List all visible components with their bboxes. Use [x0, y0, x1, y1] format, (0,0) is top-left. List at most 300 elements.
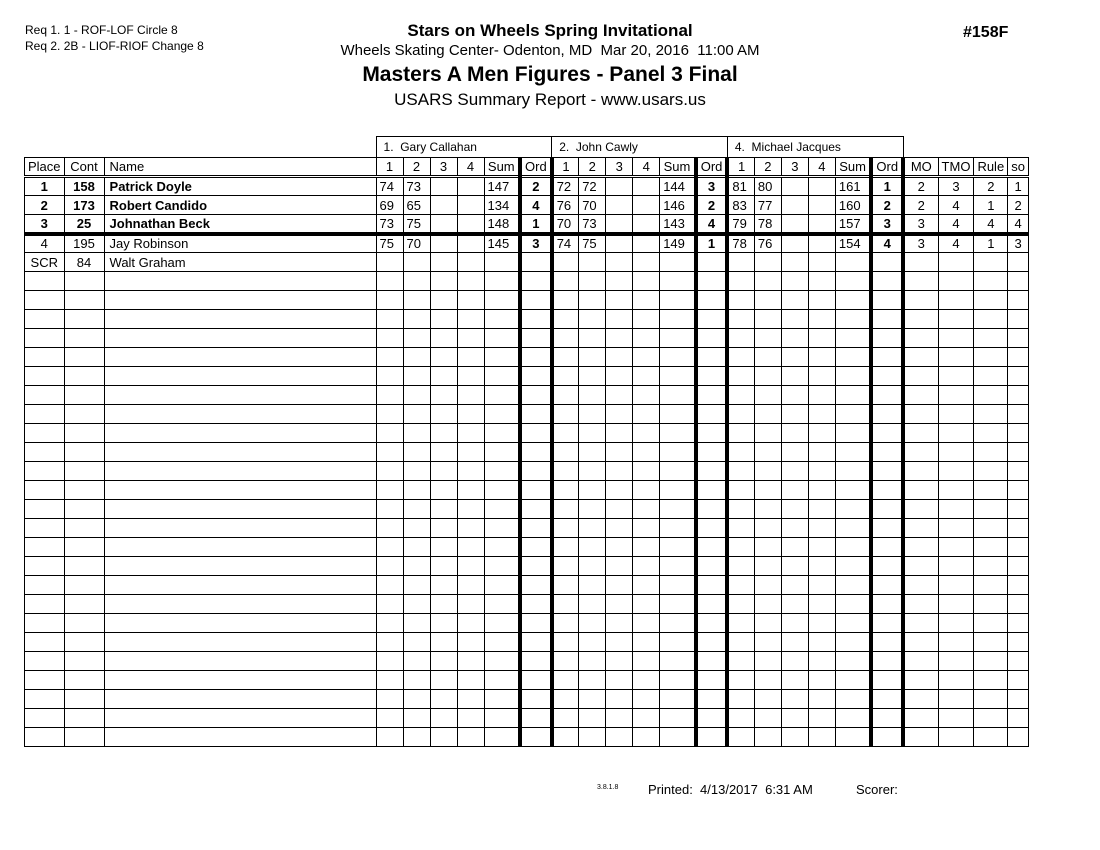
mo-cell: [903, 709, 938, 728]
judge2-score-3: [606, 234, 633, 253]
cont-cell: 195: [64, 234, 104, 253]
empty-row: [25, 614, 1029, 633]
judge1-score-2: [403, 367, 430, 386]
judge1-ord-cell: [520, 595, 552, 614]
judge2-sum-cell: [660, 424, 696, 443]
judge3-score-4: [808, 633, 835, 652]
so-cell: [1008, 538, 1029, 557]
judge1-score-1: [376, 367, 403, 386]
table-row-5: [25, 253, 1029, 272]
judge1-score-2: [403, 310, 430, 329]
judge2-score-1: [552, 576, 579, 595]
judge3-score-1: [727, 443, 754, 462]
tmo-cell: [938, 728, 974, 747]
place-cell: [25, 652, 65, 671]
judge1-score-3: [430, 405, 457, 424]
judge2-score-1: [552, 671, 579, 690]
place-cell: 4: [25, 234, 65, 253]
judge2-score-1: [552, 310, 579, 329]
judge2-score-1: [552, 348, 579, 367]
judge3-score-3: [781, 576, 808, 595]
name-cell: [104, 500, 376, 519]
judge2-sum-cell: 146: [660, 196, 696, 215]
tmo-cell: [938, 538, 974, 557]
cont-cell: [64, 576, 104, 595]
judge1-score-1: [376, 557, 403, 576]
req-line-2: Req 2. 2B - LIOF-RIOF Change 8: [25, 39, 204, 53]
judge2-score-3: [606, 576, 633, 595]
judge1-score-1: [376, 538, 403, 557]
empty-row: [25, 709, 1029, 728]
judge2-score-4: [633, 538, 660, 557]
judge1-score-1: 75: [376, 234, 403, 253]
judge2-score-3: [606, 424, 633, 443]
tmo-cell: [938, 557, 974, 576]
cont-cell: [64, 652, 104, 671]
judge2-score-4: [633, 671, 660, 690]
judge2-score-1: [552, 728, 579, 747]
judge2-ord-cell: [696, 291, 728, 310]
cont-cell: [64, 291, 104, 310]
rule-cell: [974, 633, 1008, 652]
judge1-score-4: [457, 177, 484, 196]
mo-cell: [903, 614, 938, 633]
place-cell: [25, 329, 65, 348]
judge1-sum-cell: [484, 614, 520, 633]
place-cell: [25, 424, 65, 443]
judge3-score-3: [781, 538, 808, 557]
cont-cell: [64, 519, 104, 538]
judge1-score-1: [376, 652, 403, 671]
judge2-score-2: 70: [579, 196, 606, 215]
judge3-score-3: [781, 367, 808, 386]
name-cell: [104, 272, 376, 291]
judge1-score-3: [430, 709, 457, 728]
judge1-sum-cell: [484, 633, 520, 652]
judge2-sum-cell: [660, 443, 696, 462]
mo-cell: [903, 690, 938, 709]
judge1-score-4: [457, 481, 484, 500]
mo-cell: [903, 424, 938, 443]
table-row-1: [25, 177, 1029, 196]
judge3-score-4: [808, 348, 835, 367]
header-judge3-3: 3: [781, 158, 808, 177]
judge2-ord-cell: [696, 462, 728, 481]
place-cell: [25, 709, 65, 728]
judge2-ord-cell: [696, 481, 728, 500]
judge2-score-2: [579, 367, 606, 386]
judge2-score-2: [579, 481, 606, 500]
tmo-cell: [938, 633, 974, 652]
cont-cell: [64, 367, 104, 386]
judge2-sum-cell: [660, 690, 696, 709]
judge2-sum-cell: [660, 652, 696, 671]
event-title: Masters A Men Figures - Panel 3 Final: [362, 63, 738, 86]
judge3-score-3: [781, 253, 808, 272]
judge1-score-1: 74: [376, 177, 403, 196]
judge3-score-4: [808, 481, 835, 500]
judge3-score-3: [781, 652, 808, 671]
judge2-score-3: [606, 329, 633, 348]
judge1-score-2: [403, 557, 430, 576]
so-cell: [1008, 386, 1029, 405]
judge2-score-3: [606, 595, 633, 614]
judge1-score-2: [403, 519, 430, 538]
judge3-ord-cell: [871, 633, 903, 652]
so-cell: [1008, 329, 1029, 348]
so-cell: [1008, 291, 1029, 310]
place-cell: [25, 500, 65, 519]
results-table-wrap: [24, 136, 1029, 747]
judge3-score-3: [781, 557, 808, 576]
so-cell: [1008, 519, 1029, 538]
mo-cell: [903, 462, 938, 481]
judge1-score-4: [457, 443, 484, 462]
judge1-score-2: [403, 671, 430, 690]
judge1-score-4: [457, 633, 484, 652]
judge1-score-2: [403, 386, 430, 405]
cont-cell: [64, 595, 104, 614]
judge1-sum-cell: [484, 367, 520, 386]
cont-cell: [64, 462, 104, 481]
tmo-cell: [938, 595, 974, 614]
judge1-score-3: [430, 595, 457, 614]
judge1-ord-cell: [520, 348, 552, 367]
judge1-sum-cell: [484, 500, 520, 519]
empty-row: [25, 310, 1029, 329]
judge3-score-2: 77: [754, 196, 781, 215]
judge3-ord-cell: [871, 576, 903, 595]
judge1-score-4: [457, 405, 484, 424]
judge3-score-4: [808, 595, 835, 614]
header-judge2-2: 2: [579, 158, 606, 177]
mo-cell: 3: [903, 234, 938, 253]
rule-cell: 2: [974, 177, 1008, 196]
judge2-score-1: [552, 405, 579, 424]
judge2-score-4: [633, 443, 660, 462]
mo-cell: [903, 519, 938, 538]
judge3-ord-cell: [871, 443, 903, 462]
judge3-score-1: [727, 291, 754, 310]
judge2-score-1: 70: [552, 215, 579, 234]
judge1-sum-cell: [484, 538, 520, 557]
judge1-score-3: [430, 234, 457, 253]
judge1-ord-cell: [520, 519, 552, 538]
judge2-score-4: [633, 481, 660, 500]
judge3-score-4: [808, 709, 835, 728]
judge1-score-4: [457, 538, 484, 557]
place-cell: [25, 462, 65, 481]
judge3-score-1: 78: [727, 234, 754, 253]
place-cell: [25, 519, 65, 538]
judge2-score-2: [579, 424, 606, 443]
name-cell: Walt Graham: [104, 253, 376, 272]
judge3-score-3: [781, 462, 808, 481]
judge1-ord-cell: [520, 310, 552, 329]
judge2-score-4: [633, 557, 660, 576]
judge1-sum-cell: [484, 348, 520, 367]
judge1-score-4: [457, 329, 484, 348]
judge1-ord-cell: 1: [520, 215, 552, 234]
judge2-score-3: [606, 728, 633, 747]
judge1-sum-cell: [484, 424, 520, 443]
judge3-score-2: [754, 405, 781, 424]
rule-cell: [974, 348, 1008, 367]
judge3-score-3: [781, 272, 808, 291]
judge3-score-3: [781, 177, 808, 196]
place-cell: [25, 576, 65, 595]
judge1-score-1: 69: [376, 196, 403, 215]
judge3-score-2: [754, 424, 781, 443]
judge2-sum-cell: [660, 595, 696, 614]
judge3-sum-cell: [835, 253, 871, 272]
judge1-score-2: [403, 652, 430, 671]
judge3-score-1: [727, 557, 754, 576]
judge2-ord-cell: [696, 500, 728, 519]
header-judge3-1: 1: [727, 158, 754, 177]
judge1-score-4: [457, 386, 484, 405]
judge1-score-2: [403, 690, 430, 709]
judge1-ord-cell: [520, 405, 552, 424]
judge1-score-2: [403, 329, 430, 348]
tmo-cell: [938, 386, 974, 405]
judge2-score-2: [579, 443, 606, 462]
name-cell: [104, 652, 376, 671]
header-judge3-2: 2: [754, 158, 781, 177]
judge3-score-2: [754, 443, 781, 462]
judge2-sum-cell: [660, 462, 696, 481]
tmo-cell: [938, 500, 974, 519]
judge2-score-4: [633, 728, 660, 747]
judge2-sum-cell: [660, 405, 696, 424]
judge2-ord-cell: [696, 671, 728, 690]
judge1-score-3: [430, 177, 457, 196]
judge1-ord-cell: [520, 690, 552, 709]
judge2-sum-cell: [660, 253, 696, 272]
judge3-score-4: [808, 386, 835, 405]
cont-cell: [64, 272, 104, 291]
judge1-sum-cell: [484, 690, 520, 709]
judge2-sum-cell: [660, 310, 696, 329]
tmo-cell: [938, 272, 974, 291]
judge2-score-2: [579, 671, 606, 690]
empty-row: [25, 367, 1029, 386]
judge3-score-3: [781, 500, 808, 519]
judge3-score-4: [808, 690, 835, 709]
judge2-score-1: [552, 424, 579, 443]
event-number: #158F: [963, 24, 1009, 41]
rule-cell: [974, 728, 1008, 747]
judge1-score-1: [376, 310, 403, 329]
judge1-score-2: 65: [403, 196, 430, 215]
judge1-score-4: [457, 348, 484, 367]
judge2-sum-cell: [660, 671, 696, 690]
judge2-score-3: [606, 310, 633, 329]
judge3-score-1: [727, 728, 754, 747]
judge3-ord-cell: [871, 367, 903, 386]
judge1-sum-cell: [484, 557, 520, 576]
mo-cell: [903, 367, 938, 386]
name-cell: [104, 462, 376, 481]
empty-row: [25, 424, 1029, 443]
judge3-score-4: [808, 576, 835, 595]
judge2-score-1: [552, 443, 579, 462]
judge2-score-4: [633, 253, 660, 272]
judge-header-3: 4. Michael Jacques: [727, 137, 903, 158]
judge1-score-4: [457, 310, 484, 329]
judge3-ord-cell: [871, 614, 903, 633]
empty-row: [25, 690, 1029, 709]
judge3-score-2: [754, 310, 781, 329]
judge3-score-4: [808, 310, 835, 329]
judge1-score-3: [430, 462, 457, 481]
place-cell: [25, 633, 65, 652]
tmo-cell: 4: [938, 196, 974, 215]
judge2-score-2: [579, 538, 606, 557]
judge3-score-4: [808, 443, 835, 462]
judge3-score-4: [808, 614, 835, 633]
judge3-sum-cell: 157: [835, 215, 871, 234]
judge1-score-4: [457, 652, 484, 671]
judge3-score-4: [808, 405, 835, 424]
so-cell: 4: [1008, 215, 1029, 234]
judge3-ord-cell: [871, 538, 903, 557]
judge1-score-3: [430, 215, 457, 234]
so-cell: [1008, 367, 1029, 386]
empty-row: [25, 272, 1029, 291]
judge1-ord-cell: [520, 367, 552, 386]
cont-cell: [64, 633, 104, 652]
judge1-score-4: [457, 500, 484, 519]
judge3-score-2: [754, 633, 781, 652]
judge3-sum-cell: [835, 500, 871, 519]
judge2-score-2: [579, 709, 606, 728]
judge3-sum-cell: [835, 652, 871, 671]
judge1-score-1: [376, 386, 403, 405]
empty-row: [25, 348, 1029, 367]
name-cell: Patrick Doyle: [104, 177, 376, 196]
judge3-sum-cell: [835, 728, 871, 747]
judge3-score-2: 78: [754, 215, 781, 234]
judge2-score-4: [633, 500, 660, 519]
judge2-score-4: [633, 633, 660, 652]
judge1-score-3: [430, 728, 457, 747]
mo-cell: [903, 405, 938, 424]
place-cell: [25, 348, 65, 367]
mo-cell: [903, 272, 938, 291]
judge3-score-1: [727, 538, 754, 557]
judge2-score-4: [633, 367, 660, 386]
judge1-score-1: 73: [376, 215, 403, 234]
judge1-sum-cell: [484, 272, 520, 291]
name-cell: [104, 310, 376, 329]
judge2-sum-cell: [660, 367, 696, 386]
judge3-sum-cell: [835, 462, 871, 481]
name-cell: [104, 443, 376, 462]
judge3-ord-cell: [871, 386, 903, 405]
name-cell: [104, 709, 376, 728]
judge3-score-1: [727, 405, 754, 424]
name-cell: [104, 519, 376, 538]
cont-cell: 173: [64, 196, 104, 215]
judge3-score-1: 83: [727, 196, 754, 215]
judge3-ord-cell: [871, 310, 903, 329]
judge2-sum-cell: [660, 386, 696, 405]
mo-cell: [903, 500, 938, 519]
judge1-score-1: [376, 519, 403, 538]
judge1-score-3: [430, 633, 457, 652]
judge2-score-3: [606, 519, 633, 538]
results-table: [24, 136, 1029, 747]
judge2-ord-cell: [696, 386, 728, 405]
tmo-cell: [938, 576, 974, 595]
judge1-score-4: [457, 424, 484, 443]
judge3-score-2: [754, 272, 781, 291]
rule-cell: 1: [974, 234, 1008, 253]
judge1-ord-cell: [520, 576, 552, 595]
judge1-ord-cell: [520, 671, 552, 690]
cont-cell: 158: [64, 177, 104, 196]
judge3-sum-cell: [835, 348, 871, 367]
rule-cell: [974, 405, 1008, 424]
judge2-sum-cell: [660, 614, 696, 633]
judge1-score-3: [430, 557, 457, 576]
tmo-cell: [938, 481, 974, 500]
judge3-score-4: [808, 291, 835, 310]
judge3-sum-cell: [835, 595, 871, 614]
judge1-sum-cell: [484, 405, 520, 424]
judge3-score-3: [781, 633, 808, 652]
judge2-score-1: [552, 690, 579, 709]
so-cell: [1008, 690, 1029, 709]
judge1-score-2: [403, 348, 430, 367]
judge2-sum-cell: 143: [660, 215, 696, 234]
judge1-score-2: [403, 728, 430, 747]
judge2-score-1: 76: [552, 196, 579, 215]
so-cell: [1008, 633, 1029, 652]
judge2-score-1: [552, 519, 579, 538]
header-judge2-3: 3: [606, 158, 633, 177]
judge2-score-3: [606, 367, 633, 386]
competition-title: Stars on Wheels Spring Invitational: [407, 21, 693, 40]
judge2-score-1: 74: [552, 234, 579, 253]
judge3-score-1: [727, 614, 754, 633]
band-spacer-left: [25, 137, 377, 158]
empty-row: [25, 576, 1029, 595]
judge2-score-4: [633, 310, 660, 329]
judge1-ord-cell: 4: [520, 196, 552, 215]
empty-row: [25, 595, 1029, 614]
judge3-score-3: [781, 481, 808, 500]
judge3-score-4: [808, 557, 835, 576]
rule-cell: 1: [974, 196, 1008, 215]
judge3-ord-cell: 4: [871, 234, 903, 253]
judge3-score-3: [781, 519, 808, 538]
judge2-sum-cell: [660, 538, 696, 557]
judge3-score-1: [727, 633, 754, 652]
judge2-score-3: [606, 272, 633, 291]
judge1-score-2: [403, 633, 430, 652]
judge3-score-4: [808, 424, 835, 443]
judge1-score-4: [457, 367, 484, 386]
judge3-score-2: [754, 690, 781, 709]
judge2-score-2: [579, 576, 606, 595]
judge2-score-4: [633, 272, 660, 291]
judge3-sum-cell: [835, 367, 871, 386]
so-cell: [1008, 671, 1029, 690]
judge1-score-3: [430, 690, 457, 709]
judge2-score-3: [606, 462, 633, 481]
